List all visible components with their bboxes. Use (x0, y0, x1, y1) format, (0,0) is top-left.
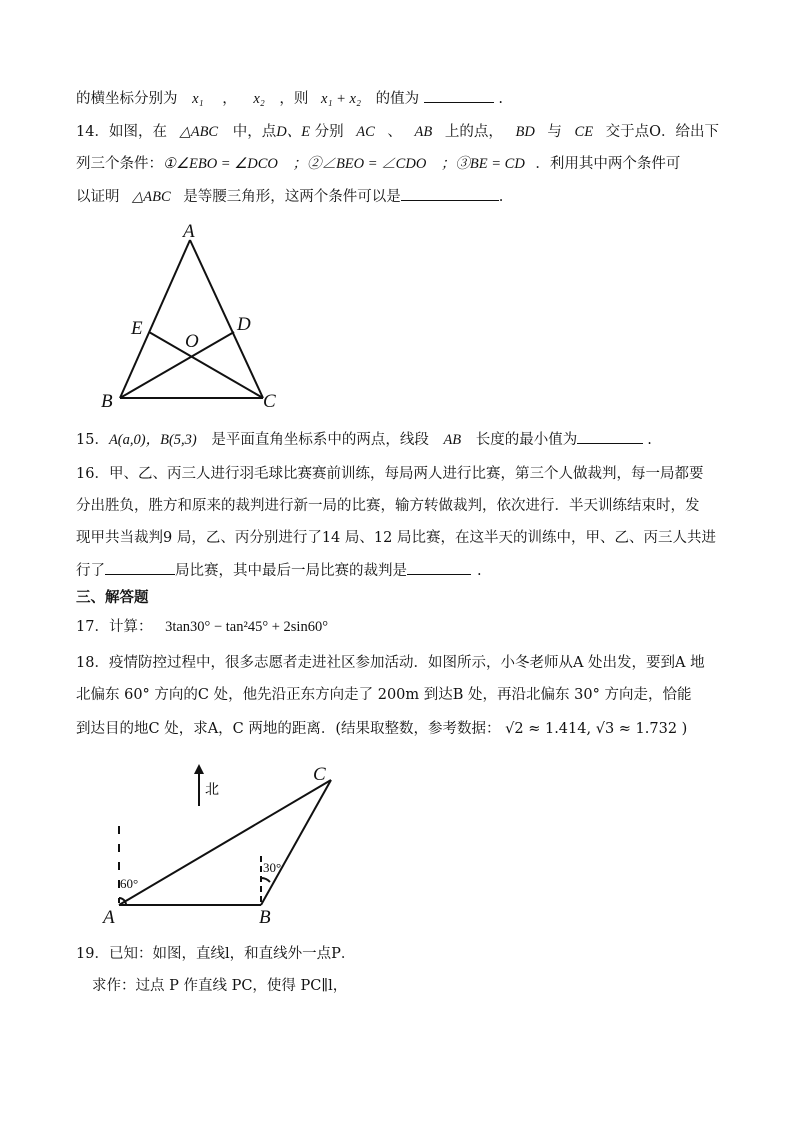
q14-text: 、 (387, 124, 402, 140)
q14-answer-blank[interactable] (401, 186, 499, 201)
q13-expr: x₁ + x₂ (321, 91, 362, 107)
q16-text: 行了 (76, 563, 105, 579)
fig14-label-d: D (237, 314, 251, 335)
q14-seg-ce: CE (574, 124, 594, 140)
q14-points-de: D、E (276, 124, 311, 140)
q14-condition-3: ；③BE = CD (440, 156, 525, 172)
fig14-label-b: B (101, 391, 113, 412)
fig18-angle-b: 30° (263, 860, 282, 875)
q17-expression: 3tan30° − tan²45° + 2sin60° (165, 619, 329, 635)
fig14-label-e: E (131, 318, 143, 339)
q14-line-1 (76, 122, 719, 142)
q13-answer-blank[interactable] (424, 88, 494, 103)
q17-line (76, 617, 328, 637)
fig18-label-b: B (259, 907, 271, 928)
fig18-side-ac (119, 780, 331, 905)
q14-text: 与 (547, 124, 562, 140)
fig14-label-a: A (183, 221, 195, 242)
q14-end: . (498, 189, 504, 205)
q14-seg-ab: AB (414, 124, 433, 140)
q14-num: 14．如图，在 (76, 124, 167, 140)
q14-line-3 (76, 186, 503, 207)
q13-end: . (498, 91, 503, 107)
q16-text: 局比赛，其中最后一局比赛的裁判是 (175, 563, 407, 579)
q14-text: 上的点， (444, 124, 503, 140)
north-arrow-icon (194, 764, 204, 806)
fig18-side-bc (261, 780, 331, 905)
fig18-angle-mark-b (261, 878, 270, 882)
fig14-seg-bd (120, 332, 234, 398)
q16-end: . (477, 563, 482, 579)
q18-line-3: 到达目的地C 处，求A，C 两地的距离．(结果取整数，参考数据： √2 ≈ 1.414, √3 ≈ 1.732 ) (76, 721, 688, 737)
q16-line-3: 现甲共当裁判9 局，乙、丙分别进行了14 局、12 局比赛，在这半天的训练中，甲、乙、丙三人共进 (76, 530, 716, 546)
fig18-label-a: A (103, 907, 115, 928)
fig14-seg-ce (149, 332, 263, 398)
q15-answer-blank[interactable] (577, 429, 643, 444)
q16-line-4 (76, 560, 482, 581)
q13-sep: ， (222, 91, 237, 107)
q14-text: ．利用其中两个条件可 (535, 156, 681, 172)
q13-mid: ，则 (279, 91, 309, 107)
fig18-angle-a: 60° (120, 876, 139, 891)
q14-text: 交于点O．给出下 (605, 124, 720, 140)
q13-post: 的值为 (375, 91, 420, 107)
q14-seg-bd: BD (515, 124, 535, 140)
q14-line-2 (76, 154, 680, 174)
q15-text: 长度的最小值为 (475, 432, 578, 448)
fig14-side-ac (190, 240, 263, 398)
q19-line-1: 19．已知：如图，直线l，和直线外一点P． (76, 946, 356, 962)
fig18-label-c: C (313, 764, 326, 785)
q13-x2: x₂ (253, 91, 265, 107)
q14-condition-2: ；②∠BEO = ∠CDO (292, 156, 427, 172)
q18-figure (95, 758, 355, 930)
q18-line-1: 18．疫情防控过程中，很多志愿者走进社区参加活动．如图所示，小冬老师从A 处出发，要到A 地 (76, 655, 705, 671)
q13-x1: x₁ (192, 91, 204, 107)
q16-line-2: 分出胜负，胜方和原来的裁判进行新一局的比赛，输方转做裁判，依次进行．半天训练结束时，发 (76, 498, 700, 514)
q13-text-pre: 的横坐标分别为 (76, 91, 178, 107)
q13-tail-line (76, 88, 503, 109)
q18-line-2: 北偏东 60° 方向的C 处，他先沿正东方向走了 200m 到达B 处，再沿北偏东 30° 方向走，恰能 (76, 687, 692, 703)
q14-figure (95, 218, 295, 413)
q16-line-1: 16．甲、乙、丙三人进行羽毛球比赛赛前训练，每局两人进行比赛，第三个人做裁判，每一局都要 (76, 466, 704, 482)
q15-text: 是平面直角坐标系中的两点，线段 (211, 432, 429, 448)
q14-text: 以证明 (76, 189, 120, 205)
q14-triangle-abc: △ABC (179, 124, 219, 140)
q15-line (76, 429, 652, 450)
q15-points: A(a,0)，B(5,3) (108, 432, 197, 448)
q14-seg-ac: AC (356, 124, 375, 140)
fig14-label-c: C (263, 391, 276, 412)
q14-condition-1: ①∠EBO = ∠DCO (163, 156, 278, 172)
q19-line-2: 求作：过点 P 作直线 PC，使得 PC∥l， (92, 978, 348, 994)
q16-answer-blank-2[interactable] (407, 560, 471, 575)
q15-seg-ab: AB (443, 432, 462, 448)
north-label: 北 (205, 783, 219, 798)
q14-text: 中，点 (232, 124, 277, 140)
section-heading: 三、解答题 (76, 589, 149, 606)
q14-text: 列三个条件： (76, 156, 163, 172)
q14-text: 分别 (314, 124, 344, 140)
q15-end: . (647, 432, 652, 448)
q14-text: 是等腰三角形，这两个条件可以是 (183, 189, 401, 205)
q15-num: 15． (76, 432, 109, 448)
q16-answer-blank-1[interactable] (105, 560, 175, 575)
q14-triangle-abc: △ABC (132, 189, 171, 205)
fig14-label-o: O (185, 331, 199, 352)
q17-num: 17．计算： (76, 619, 153, 635)
